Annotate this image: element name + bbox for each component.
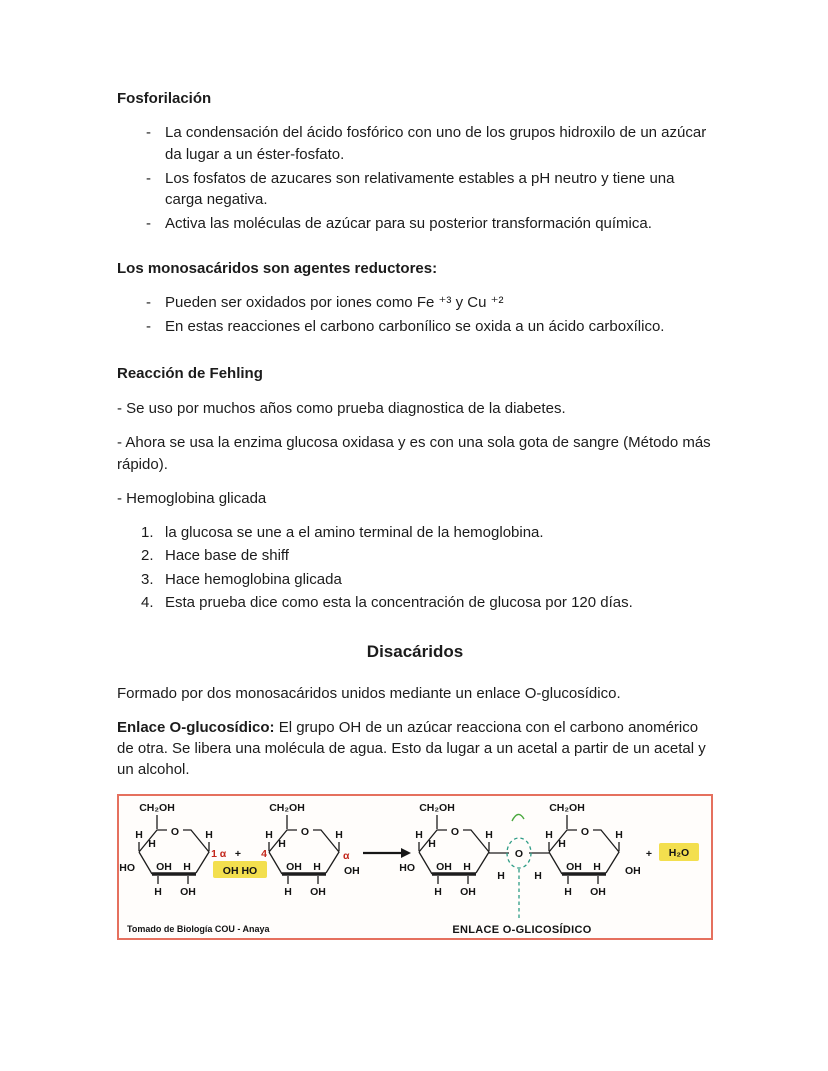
- step-text: Esta prueba dice como esta la concentración de glucosa por 120 días.: [165, 594, 633, 612]
- bullet-item: [117, 122, 713, 165]
- heading-fehling: Reacción de Fehling: [117, 364, 263, 382]
- heading-fosforilacion: Fosforilación: [117, 90, 212, 107]
- reductores-list: [117, 292, 713, 338]
- chem-label-h: H: [183, 860, 191, 873]
- glycosidic-bond-diagram: [119, 796, 711, 938]
- ring-oxygen-label: O: [450, 825, 460, 838]
- chem-label-h: H: [154, 885, 162, 898]
- chem-label-h: H: [205, 828, 213, 841]
- heading-disacaridos: Disacáridos: [366, 642, 464, 662]
- fehling-paragraph: - Se uso por muchos años como prueba diagnostica de la diabetes.: [117, 399, 566, 417]
- chem-label-h: H: [534, 869, 542, 882]
- chem-label-h: H: [265, 828, 273, 841]
- bond-name-caption: ENLACE O-GLICOSÍDICO: [452, 923, 592, 936]
- bullet-text: Pueden ser oxidados por iones como Fe ⁺³ y Cu ⁺²: [165, 294, 504, 312]
- bullet-text: Activa las moléculas de azúcar para su posterior transformación química.: [165, 215, 652, 233]
- chem-label-h: H: [615, 828, 623, 841]
- chem-label-h: H: [558, 837, 566, 850]
- chem-label-oh: OH: [590, 885, 606, 898]
- step-item: [117, 592, 713, 613]
- ring-oxygen-label: O: [300, 825, 310, 838]
- heading-reductores: Los monosacáridos son agentes reductores:: [117, 259, 438, 277]
- chem-label-ch2oh: CH₂OH: [549, 801, 585, 814]
- chem-label-oh-ho: OH HO: [222, 864, 258, 877]
- carbon-4-label: 4: [261, 847, 267, 860]
- chem-label-h: H: [278, 837, 286, 850]
- fehling-paragraph: - Ahora se usa la enzima glucosa oxidasa y es con una sola gota de sangre (Método más rápido).: [117, 434, 711, 473]
- chem-label-h: H: [135, 828, 143, 841]
- alpha-label: α: [219, 847, 227, 860]
- chem-label-oh: OH: [436, 860, 452, 873]
- bullet-item: [117, 292, 713, 313]
- chem-label-ch2oh: CH₂OH: [419, 801, 455, 814]
- chem-label-h: H: [485, 828, 493, 841]
- chem-label-h: H: [463, 860, 471, 873]
- chem-label-h: H: [545, 828, 553, 841]
- chem-label-oh: OH: [286, 860, 302, 873]
- chem-label-water: H₂O: [668, 846, 690, 859]
- chem-label-h: H: [415, 828, 423, 841]
- fosforilacion-list: [117, 122, 713, 234]
- chem-label-ch2oh: CH₂OH: [269, 801, 305, 814]
- chem-label-h: H: [428, 837, 436, 850]
- chem-label-oh: OH: [156, 860, 172, 873]
- bullet-text: Los fosfatos de azucares son relativamente estables a pH neutro y tiene una carga negativa.: [165, 169, 675, 209]
- plus-sign: +: [645, 847, 653, 860]
- chem-label-h: H: [497, 869, 505, 882]
- plus-sign: +: [234, 847, 242, 860]
- chem-label-h: H: [564, 885, 572, 898]
- enlace-rest: El grupo OH de un azúcar reacciona con el carbono anomérico de otra. Se libera una molécula de agua. Esto da lugar a un acetal a partir de un acetal y un alcohol.: [117, 718, 706, 779]
- chem-label-h: H: [434, 885, 442, 898]
- bullet-text: En estas reacciones el carbono carbonílico se oxida a un ácido carboxílico.: [165, 318, 665, 336]
- bullet-item: [117, 316, 713, 337]
- ring-oxygen-label: O: [580, 825, 590, 838]
- chem-label-oh: OH: [310, 885, 326, 898]
- bridge-oxygen-label: O: [514, 847, 524, 860]
- chem-label-oh: OH: [344, 864, 360, 877]
- step-item: [117, 569, 713, 590]
- chem-label-h: H: [313, 860, 321, 873]
- bullet-text: La condensación del ácido fosfórico con uno de los grupos hidroxilo de un azúcar da lugar a un éster-fosfato.: [165, 124, 707, 163]
- chem-label-oh: OH: [180, 885, 196, 898]
- green-pen-mark: [512, 814, 524, 821]
- fehling-paragraph: - Hemoglobina glicada: [117, 489, 267, 507]
- carbon-1-label: 1: [211, 847, 217, 860]
- document-content: [117, 88, 713, 940]
- chem-label-h: H: [335, 828, 343, 841]
- step-item: [117, 545, 713, 566]
- alpha-label: α: [343, 849, 350, 862]
- fehling-steps-list: [117, 522, 713, 613]
- chem-label-h: H: [284, 885, 292, 898]
- bullet-item: [117, 168, 713, 211]
- chem-label-ho: HO: [119, 861, 135, 874]
- reaction-arrow-head: [401, 848, 411, 858]
- chem-label-ch2oh: CH₂OH: [139, 801, 175, 814]
- chem-label-oh: OH: [566, 860, 582, 873]
- figure-source-caption: Tomado de Biología COU - Anaya: [127, 923, 270, 934]
- disacaridos-intro: Formado por dos monosacáridos unidos mediante un enlace O-glucosídico.: [117, 685, 621, 703]
- enlace-lead: Enlace O-glucosídico:: [117, 718, 275, 736]
- step-text: Hace base de shiff: [165, 547, 289, 565]
- chem-label-oh: OH: [625, 864, 641, 877]
- chem-label-h: H: [593, 860, 601, 873]
- chem-label-oh: OH: [460, 885, 476, 898]
- step-text: la glucosa se une a el amino terminal de la hemoglobina.: [165, 524, 544, 542]
- ring-oxygen-label: O: [170, 825, 180, 838]
- chem-label-h: H: [148, 837, 156, 850]
- disaccharide-figure: [117, 794, 713, 940]
- enlace-paragraph: [117, 717, 713, 781]
- step-item: [117, 522, 713, 543]
- bullet-item: [117, 213, 713, 234]
- step-text: Hace hemoglobina glicada: [165, 570, 342, 588]
- chem-label-ho: HO: [399, 861, 415, 874]
